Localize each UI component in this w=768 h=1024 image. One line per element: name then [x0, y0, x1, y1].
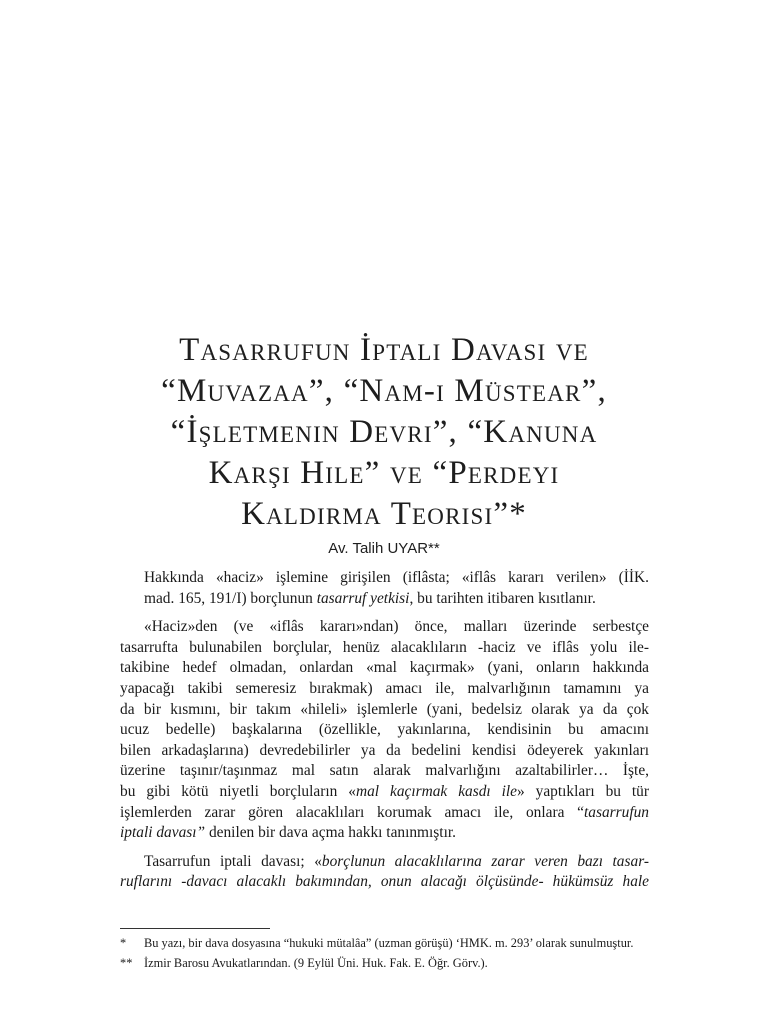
title-line: Kaldırma Teorisi”* [241, 496, 527, 532]
text-line [120, 782, 649, 803]
text-line [120, 803, 649, 824]
text-line: tasarrufta bulunabilen borçlular, henüz alacaklıların -haciz ve iflâs yolu ile- [120, 638, 649, 656]
text-line: yapacağı takibi semeresiz bırakmak) amacı ile, malvarlığının tamamını ya [120, 679, 649, 697]
text-run: denilen bir dava açma hakkı tanınmıştır. [205, 824, 456, 842]
footnote [120, 935, 650, 951]
text-line: da bir kısmını, bir takım «hileli» işlemlerle (yani, bedelsiz olarak ya da çok [120, 700, 649, 718]
text-line: Hakkında «haciz» işlemine girişilen (iflâsta; «iflâs kararı verilen» (İİK. [144, 569, 649, 586]
text-line: ucuz bedelle) başkalarına (özellikle, yakınlarına, kendisinin bu amacını [120, 721, 649, 739]
footnote-divider [120, 928, 270, 929]
title-line: “Muvazaa”, “Nam-ı Müstear”, [161, 373, 607, 409]
italic-term: tasarrufun [584, 803, 649, 821]
italic-term: tasarruf yetkisi [316, 589, 410, 607]
text-run: Tasarrufun iptali davası; « [144, 852, 322, 870]
italic-term: iptali davası” [120, 824, 206, 842]
paragraph-1 [120, 568, 649, 609]
italic-term: ruflarını -davacı alacaklı bakımından, onun alacağı ölçüsünde- hükümsüz hale [120, 873, 649, 891]
text-line [120, 823, 649, 844]
footnote [120, 955, 650, 971]
paragraph-3 [120, 852, 649, 893]
text-line: bilen arkadaşlarına) devredebilirler ya da bedelini kendisi ödeyerek yakınları [120, 741, 649, 759]
title-line: Karşı Hile” ve “Perdeyi [208, 455, 560, 491]
text-line [120, 872, 649, 893]
italic-term: mal kaçırmak kasdı ile [355, 782, 518, 800]
italic-term: borçlunun alacaklılarına zarar veren bazı tasar- [321, 852, 649, 870]
paragraph-2 [120, 617, 649, 844]
article-title [80, 330, 688, 535]
footnote-text: Bu yazı, bir dava dosyasına “hukuki mütalâa” (uzman görüşü) ‘HMK. m. 293’ olarak sunulmuştur. [144, 936, 634, 950]
body-text [120, 568, 649, 901]
text-run: bu gibi kötü niyetli borçluların « [120, 782, 356, 800]
title-line: Tasarrufun İptali Davası ve [179, 332, 589, 368]
footnote-marker: ** [120, 956, 133, 970]
footnote-marker: * [120, 936, 127, 950]
text-run: mad. 165, 191/I) borçlunun [144, 589, 317, 607]
text-run: işlemlerden zarar gören alacaklıları korumak amacı ile, onlara “ [120, 803, 584, 821]
text-line: «Haciz»den (ve «iflâs kararı»ndan) önce, malları üzerinde serbestçe [144, 618, 649, 636]
text-line [120, 589, 649, 610]
text-line [120, 852, 649, 873]
text-line: takibine hedef olmadan, onlardan «mal kaçırmak» (yani, onların hakkında [120, 659, 649, 677]
footnotes [120, 935, 650, 975]
author-name: Av. Talih UYAR** [328, 540, 440, 557]
title-line: “İşletmenin Devri”, “Kanuna [170, 414, 598, 450]
footnote-text: İzmir Barosu Avukatlarından. (9 Eylül Üni. Huk. Fak. E. Öğr. Görv.). [144, 956, 488, 970]
text-run: » yaptıkları bu tür [517, 782, 650, 800]
text-line: üzerine taşınır/taşınmaz mal satın alarak malvarlığını azaltabilirler… İşte, [120, 762, 649, 780]
text-run: , bu tarihten itibaren kısıtlanır. [409, 589, 596, 607]
